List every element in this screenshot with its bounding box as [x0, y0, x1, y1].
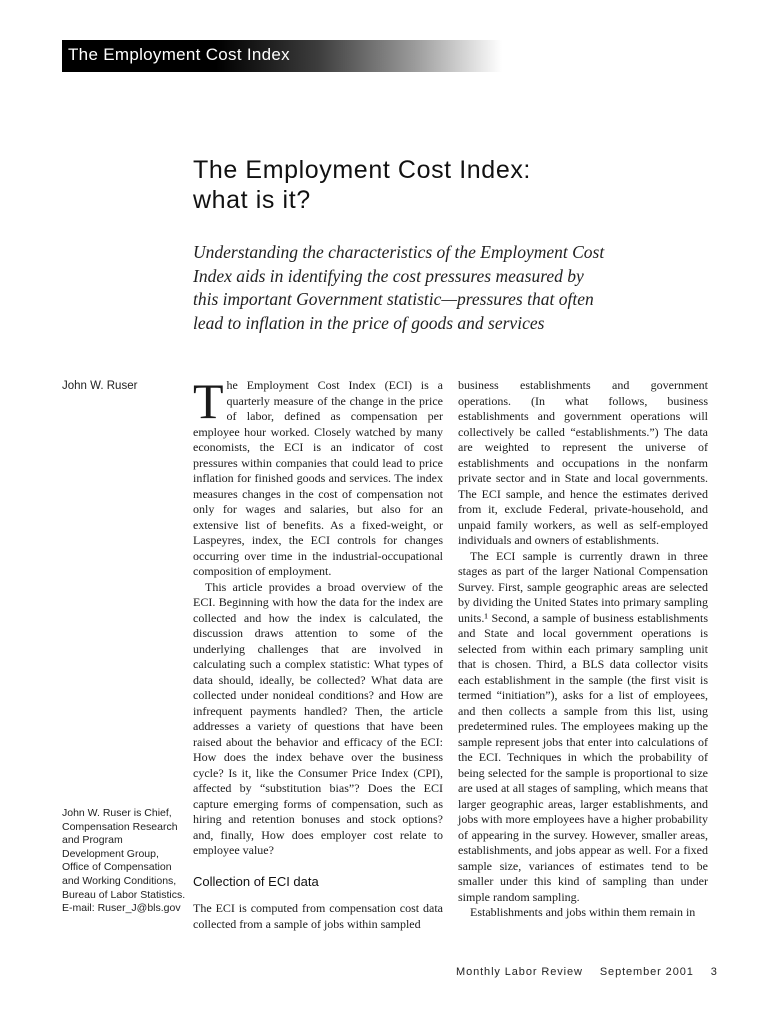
- article-title-line2: what is it?: [193, 186, 311, 214]
- footer-page-number: 3: [710, 966, 718, 978]
- paragraph-continued: Establishments and jobs within them remain in: [470, 905, 696, 919]
- paragraph-sampling: The ECI sample is currently drawn in three stages as part of the larger National Compensation Survey. First, sample geographic areas are selected by dividing the United States into primary sampling units.¹ Second, a sample of business establishments and State and local government operations is selected from within each primary sampling unit that is chosen. Third, a BLS data collector visits each establishment in the sample (the first visit is termed “initiation”), asks for a list of employees, and then collects a sample from this list, using predetermined rules. The employees making up the sample represent jobs that enter into calculations of the ECI. Techniques in which the probability of being selected for the sample is proportional to size are used at all stages of sampling, which means that larger geographic areas, larger establishments, and jobs with more employees have a higher probability of appearing in the survey. However, smaller areas, establishments, and jobs appear as well. For a fixed sample size, variances of estimates tend to be smaller under this kind of sampling than under simple random sampling.: [458, 548, 708, 904]
- article-title-line1: The Employment Cost Index:: [193, 156, 531, 184]
- author-name: John W. Ruser: [62, 380, 138, 392]
- paragraph-intro-text: he Employment Cost Index (ECI) is a quarterly measure of the change in the price of labor, defined as compensation per employee hour worked. Closely watched by many economists, the ECI is an indicator of cost pressures within companies that could lead to price inflation for finished goods and services. The index measures changes in the cost of compensation not only for wages and salaries, but also for an extensive list of benefits. As a fixed-weight, or Laspeyres, index, the ECI controls for changes occurring over time in the industrial-occupational composition of employment.: [193, 378, 443, 578]
- page-footer: [456, 966, 731, 978]
- text-column-right: [458, 378, 708, 921]
- section-heading: Collection of ECI data: [193, 873, 319, 889]
- author-bio: John W. Ruser is Chief, Compensation Research and Program Development Group, Office of Compensation and Working Conditions, Bureau of Labor Statistics. E-mail: Ruser_J@bls.gov: [62, 807, 186, 915]
- text-column-left: [193, 373, 443, 932]
- paragraph-collection: The ECI is computed from compensation cost data collected from a sample of jobs within sampled: [193, 901, 443, 931]
- paragraph-overview: This article provides a broad overview of the ECI. Beginning with how the data for the index are collected and how the index is calculated, the discussion draws attention to some of the underlying challenges that are involved in calculating such a complex statistic: What types of data should, ideally, be collected? What data are collected under nonideal conditions? and How are infrequent payments handled? Then, the article addresses a variety of questions that have been raised about the behavior and efficacy of the ECI: How does the index behave over the business cycle? Is it, like the Consumer Price Index (CPI), affected by “substitution bias”? Does the ECI capture emerging forms of compensation, such as hiring and retention bonuses and stock options? and, finally, How does employer cost relate to employee value?: [193, 579, 443, 857]
- footer-date: September 2001: [599, 966, 694, 978]
- drop-cap: T: [193, 373, 224, 429]
- paragraph-intro: [193, 373, 443, 580]
- paragraph-establishments: business establishments and government operations. (In what follows, business establishments and government operations will collectively be called “establishments.”) The data are weighted to represent the universe of establishments and occupations in the nonfarm private sector and in State and local governments. The ECI sample, and hence the estimates derived from it, exclude Federal, private-household, and unpaid family workers, as well as self-employed individuals and owners of establishments.: [458, 378, 708, 547]
- footer-journal: Monthly Labor Review: [456, 966, 583, 978]
- article-subtitle: Understanding the characteristics of the Employment Cost Index aids in identifying the cost pressures measured by this important Government statistic—pressures that often lead to inflation in the price of goods and services: [193, 242, 605, 333]
- article-title: [193, 155, 713, 215]
- header-banner-title: The Employment Cost Index: [68, 45, 290, 64]
